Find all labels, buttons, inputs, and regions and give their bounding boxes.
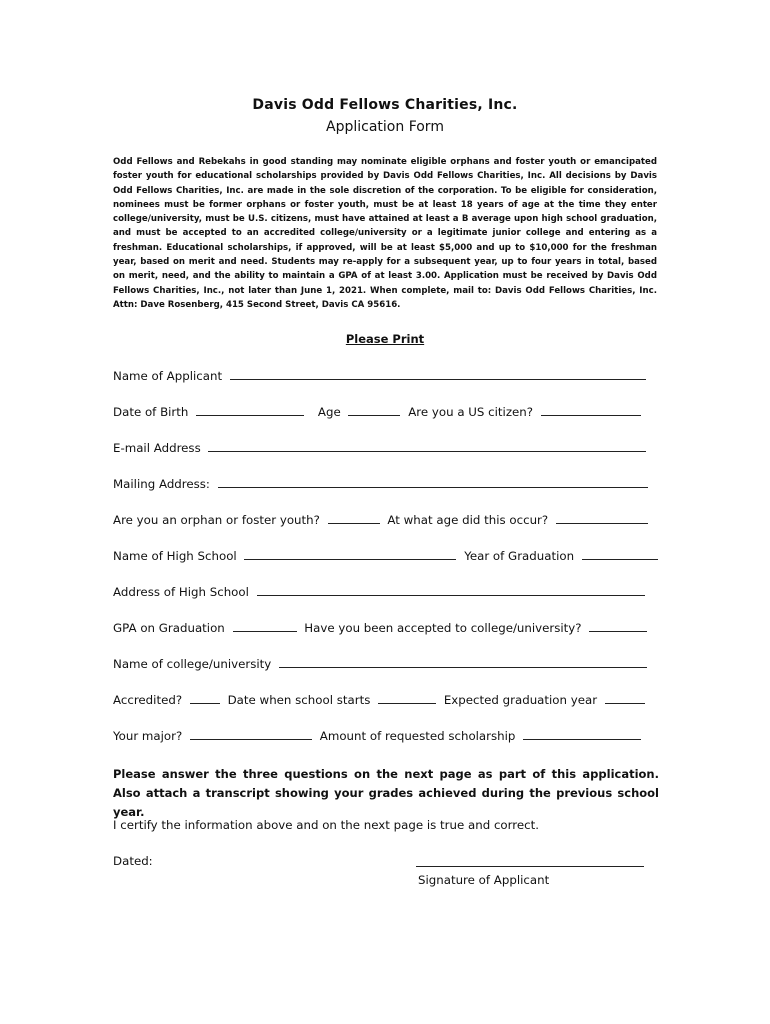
major-field[interactable] xyxy=(190,727,312,740)
accepted-field[interactable] xyxy=(589,619,647,632)
expected-graduation-label: Expected graduation year xyxy=(443,693,598,707)
name-of-applicant-field[interactable] xyxy=(230,367,646,380)
row-major-amount xyxy=(113,727,658,747)
name-of-applicant-label: Name of Applicant xyxy=(113,369,223,383)
year-of-graduation-field[interactable] xyxy=(582,547,658,560)
accredited-field[interactable] xyxy=(190,691,220,704)
age-label: Age xyxy=(317,405,341,419)
row-high-school xyxy=(113,547,658,567)
school-starts-field[interactable] xyxy=(378,691,436,704)
signature-field[interactable] xyxy=(416,866,644,867)
at-what-age-field[interactable] xyxy=(556,511,648,524)
requested-amount-field[interactable] xyxy=(523,727,641,740)
date-of-birth-field[interactable] xyxy=(196,403,304,416)
college-name-field[interactable] xyxy=(279,655,647,668)
high-school-label: Name of High School xyxy=(113,549,237,563)
date-of-birth-label: Date of Birth xyxy=(113,405,189,419)
form-title: Davis Odd Fellows Charities, Inc. xyxy=(252,97,518,113)
us-citizen-field[interactable] xyxy=(541,403,641,416)
row-birth-age-citizen xyxy=(113,403,658,423)
row-accredited-dates xyxy=(113,691,658,711)
requested-amount-label: Amount of requested scholarship xyxy=(319,729,516,743)
address-high-school-label: Address of High School xyxy=(113,585,249,599)
email-label: E-mail Address xyxy=(113,441,201,455)
major-label: Your major? xyxy=(113,729,183,743)
gpa-field[interactable] xyxy=(233,619,297,632)
expected-graduation-field[interactable] xyxy=(605,691,645,704)
accepted-label: Have you been accepted to college/university? xyxy=(304,621,582,635)
row-college-name xyxy=(113,655,658,675)
age-field[interactable] xyxy=(348,403,400,416)
please-print-heading: Please Print xyxy=(345,332,425,346)
row-address-high-school xyxy=(113,583,658,603)
email-field[interactable] xyxy=(208,439,646,452)
row-mailing-address xyxy=(113,475,658,495)
high-school-field[interactable] xyxy=(244,547,456,560)
row-name-of-applicant xyxy=(113,367,658,387)
instructions-paragraph: Please answer the three questions on the next page as part of this application. Also attach a transcript showing your grades achieved during the previous school year. xyxy=(113,767,659,819)
us-citizen-label: Are you a US citizen? xyxy=(408,405,534,419)
at-what-age-label: At what age did this occur? xyxy=(387,513,549,527)
certification-statement: I certify the information above and on the next page is true and correct. xyxy=(113,818,540,832)
orphan-foster-field[interactable] xyxy=(328,511,380,524)
form-subtitle: Application Form xyxy=(326,119,444,135)
signature-label: Signature of Applicant xyxy=(418,873,550,887)
eligibility-paragraph: Odd Fellows and Rebekahs in good standing may nominate eligible orphans and foster youth or emancipated foster youth for educational scholarships provided by Davis Odd Fellows Charities, Inc. All decisions by Davis Odd Fellows Charities, Inc. are made in the sole discretion of the corporation. To be eligible for consideration, nominees must be former orphans or foster youth, must be at least 18 years of age at the time they enter college/university, must be U.S. citizens, must have attained at least a B average upon high school graduation, and must be accepted to an accredited college/university or a legitimate junior college and entering as a freshman. Educational scholarships, if approved, will be at least $5,000 and up to $10,000 for the freshman year, based on merit and need. Students may re-apply for a subsequent year, up to four years in total, based on merit, need, and the ability to maintain a GPA of at least 3.00. Application must be received by Davis Odd Fellows Charities, Inc., not later than June 1, 2021. When complete, mail to: Davis Odd Fellows Charities, Inc. Attn: Dave Rosenberg, 415 Second Street, Davis CA 95616. xyxy=(113,157,657,310)
mailing-address-label: Mailing Address: xyxy=(113,477,210,491)
gpa-label: GPA on Graduation xyxy=(113,621,225,635)
school-starts-label: Date when school starts xyxy=(227,693,371,707)
row-orphan-foster xyxy=(113,511,658,531)
row-email xyxy=(113,439,658,459)
year-of-graduation-label: Year of Graduation xyxy=(464,549,575,563)
accredited-label: Accredited? xyxy=(113,693,183,707)
address-high-school-field[interactable] xyxy=(257,583,645,596)
mailing-address-field[interactable] xyxy=(218,475,648,488)
dated-label: Dated: xyxy=(113,854,153,868)
college-name-label: Name of college/university xyxy=(113,657,272,671)
orphan-foster-label: Are you an orphan or foster youth? xyxy=(113,513,320,527)
row-gpa-accepted xyxy=(113,619,658,639)
